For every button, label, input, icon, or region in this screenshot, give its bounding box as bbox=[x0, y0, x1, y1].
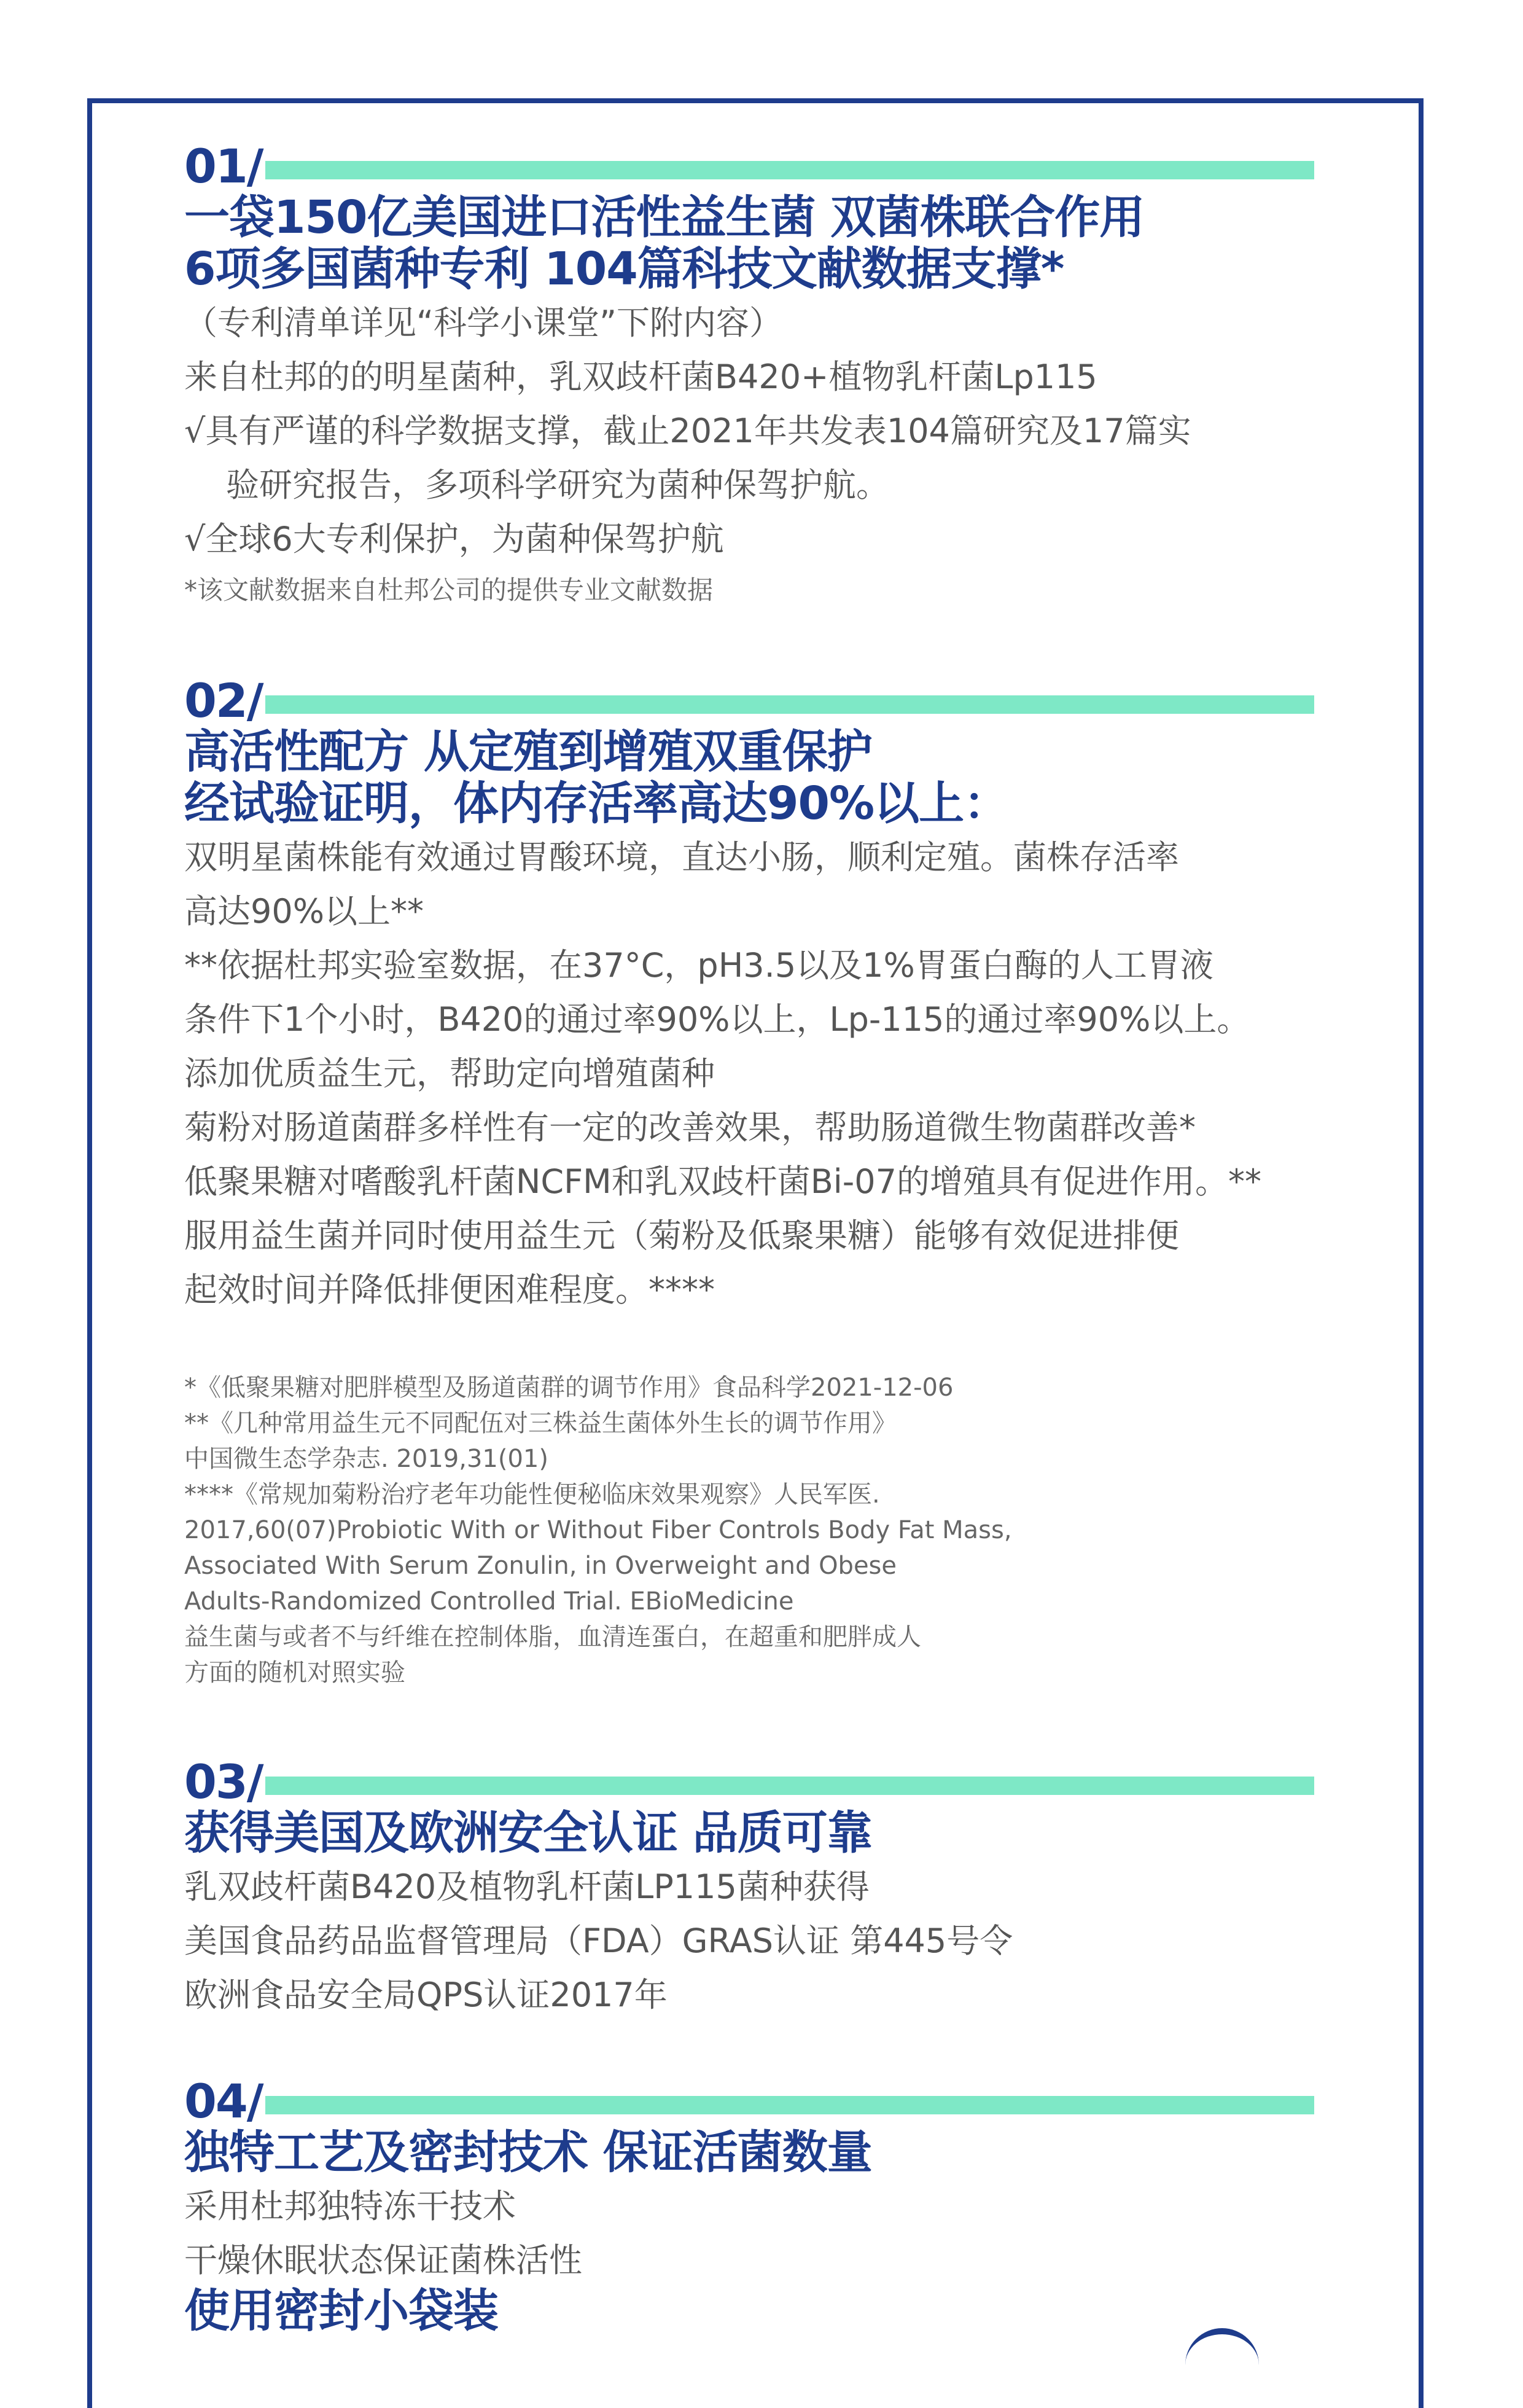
accent-bar bbox=[252, 161, 1314, 179]
accent-bar bbox=[252, 1777, 1314, 1795]
body-line: 美国食品药品监督管理局（FDA）GRAS认证 第445号令 bbox=[184, 1921, 1013, 1960]
section-heading: 6项多国菌种专利 104篇科技文献数据支撑* bbox=[184, 243, 1064, 295]
section-number: 01/ bbox=[184, 143, 265, 190]
reference-line: **《几种常用益生元不同配伍对三株益生菌体外生长的调节作用》 bbox=[184, 1409, 897, 1437]
body-line: 双明星菌株能有效通过胃酸环境，直达小肠，顺利定殖。菌株存活率 bbox=[184, 838, 1179, 877]
reference-line: 2017,60(07)Probiotic With or Without Fiber Controls Body Fat Mass, bbox=[184, 1516, 1012, 1544]
section-heading: 高活性配方 从定殖到增殖双重保护 bbox=[184, 725, 872, 778]
body-line: 添加优质益生元，帮助定向增殖菌种 bbox=[184, 1054, 715, 1093]
references bbox=[184, 1370, 1382, 1691]
body-line: 欧洲食品安全局QPS认证2017年 bbox=[184, 1976, 668, 2014]
reference-line: 方面的随机对照实验 bbox=[184, 1659, 405, 1687]
body-line: 采用杜邦独特冻干技术 bbox=[184, 2187, 516, 2226]
section-01 bbox=[184, 139, 1382, 608]
section-number-row bbox=[184, 1754, 1382, 1809]
body-line: 验研究报告，多项科学研究为菌种保驾护航。 bbox=[226, 466, 889, 504]
body-line: 高达90%以上** bbox=[184, 892, 424, 931]
body-line: √具有严谨的科学数据支撑，截止2021年共发表104篇研究及17篇实 bbox=[184, 412, 1191, 450]
body-line: 低聚果糖对嗜酸乳杆菌NCFM和乳双歧杆菌Bi-07的增殖具有促进作用。** bbox=[184, 1162, 1261, 1201]
body-line: √全球6大专利保护，为菌种保驾护航 bbox=[184, 520, 724, 558]
body-line: 乳双歧杆菌B420及植物乳杆菌LP115菌种获得 bbox=[184, 1867, 870, 1906]
section-number: 04/ bbox=[184, 2078, 265, 2125]
section-number: 02/ bbox=[184, 677, 265, 725]
section-heading: 独特工艺及密封技术 保证活菌数量 bbox=[184, 2126, 872, 2179]
body-line: 服用益生菌并同时使用益生元（菊粉及低聚果糖）能够有效促进排便 bbox=[184, 1216, 1179, 1255]
body-line: 来自杜邦的的明星菌种，乳双歧杆菌B420+植物乳杆菌Lp115 bbox=[184, 358, 1097, 396]
footnote: *该文献数据来自杜邦公司的提供专业文献数据 bbox=[184, 575, 714, 605]
accent-bar bbox=[252, 695, 1314, 714]
section-subheading: 使用密封小袋装 bbox=[184, 2285, 498, 2337]
body-line: 菊粉对肠道菌群多样性有一定的改善效果，帮助肠道微生物菌群改善* bbox=[184, 1108, 1196, 1147]
body-line: 条件下1个小时，B420的通过率90%以上，Lp-115的通过率90%以上。 bbox=[184, 1000, 1250, 1039]
body-line: 起效时间并降低排便困难程度。**** bbox=[184, 1270, 715, 1309]
section-02 bbox=[184, 673, 1382, 1691]
section-number-row bbox=[184, 2074, 1382, 2128]
section-number: 03/ bbox=[184, 1758, 265, 1806]
section-number-row bbox=[184, 139, 1382, 194]
reference-line: 中国微生态学杂志. 2019,31(01) bbox=[184, 1445, 548, 1473]
reference-line: 益生菌与或者不与纤维在控制体脂，血清连蛋白，在超重和肥胖成人 bbox=[184, 1623, 921, 1651]
accent-bar bbox=[252, 2096, 1314, 2114]
reference-line: *《低聚果糖对肥胖模型及肠道菌群的调节作用》食品科学2021-12-06 bbox=[184, 1374, 954, 1402]
body-line: 干燥休眠状态保证菌株活性 bbox=[184, 2241, 582, 2280]
reference-line: Adults-Randomized Controlled Trial. EBioMedicine bbox=[184, 1587, 794, 1616]
section-heading: 一袋150亿美国进口活性益生菌 双菌株联合作用 bbox=[184, 191, 1145, 244]
section-number-row bbox=[184, 673, 1382, 728]
section-heading: 经试验证明，体内存活率高达90%以上： bbox=[184, 777, 1009, 830]
reference-line: Associated With Serum Zonulin, in Overweight and Obese bbox=[184, 1552, 897, 1580]
section-03 bbox=[184, 1754, 1382, 2022]
section-heading: 获得美国及欧洲安全认证 品质可靠 bbox=[184, 1807, 872, 1859]
reference-line: ****《常规加菊粉治疗老年功能性便秘临床效果观察》人民军医. bbox=[184, 1480, 880, 1509]
body-line: **依据杜邦实验室数据，在37°C，pH3.5以及1%胃蛋白酶的人工胃液 bbox=[184, 946, 1213, 985]
body-line: （专利清单详见“科学小课堂”下附内容） bbox=[184, 303, 782, 342]
section-04 bbox=[184, 2074, 1382, 2338]
